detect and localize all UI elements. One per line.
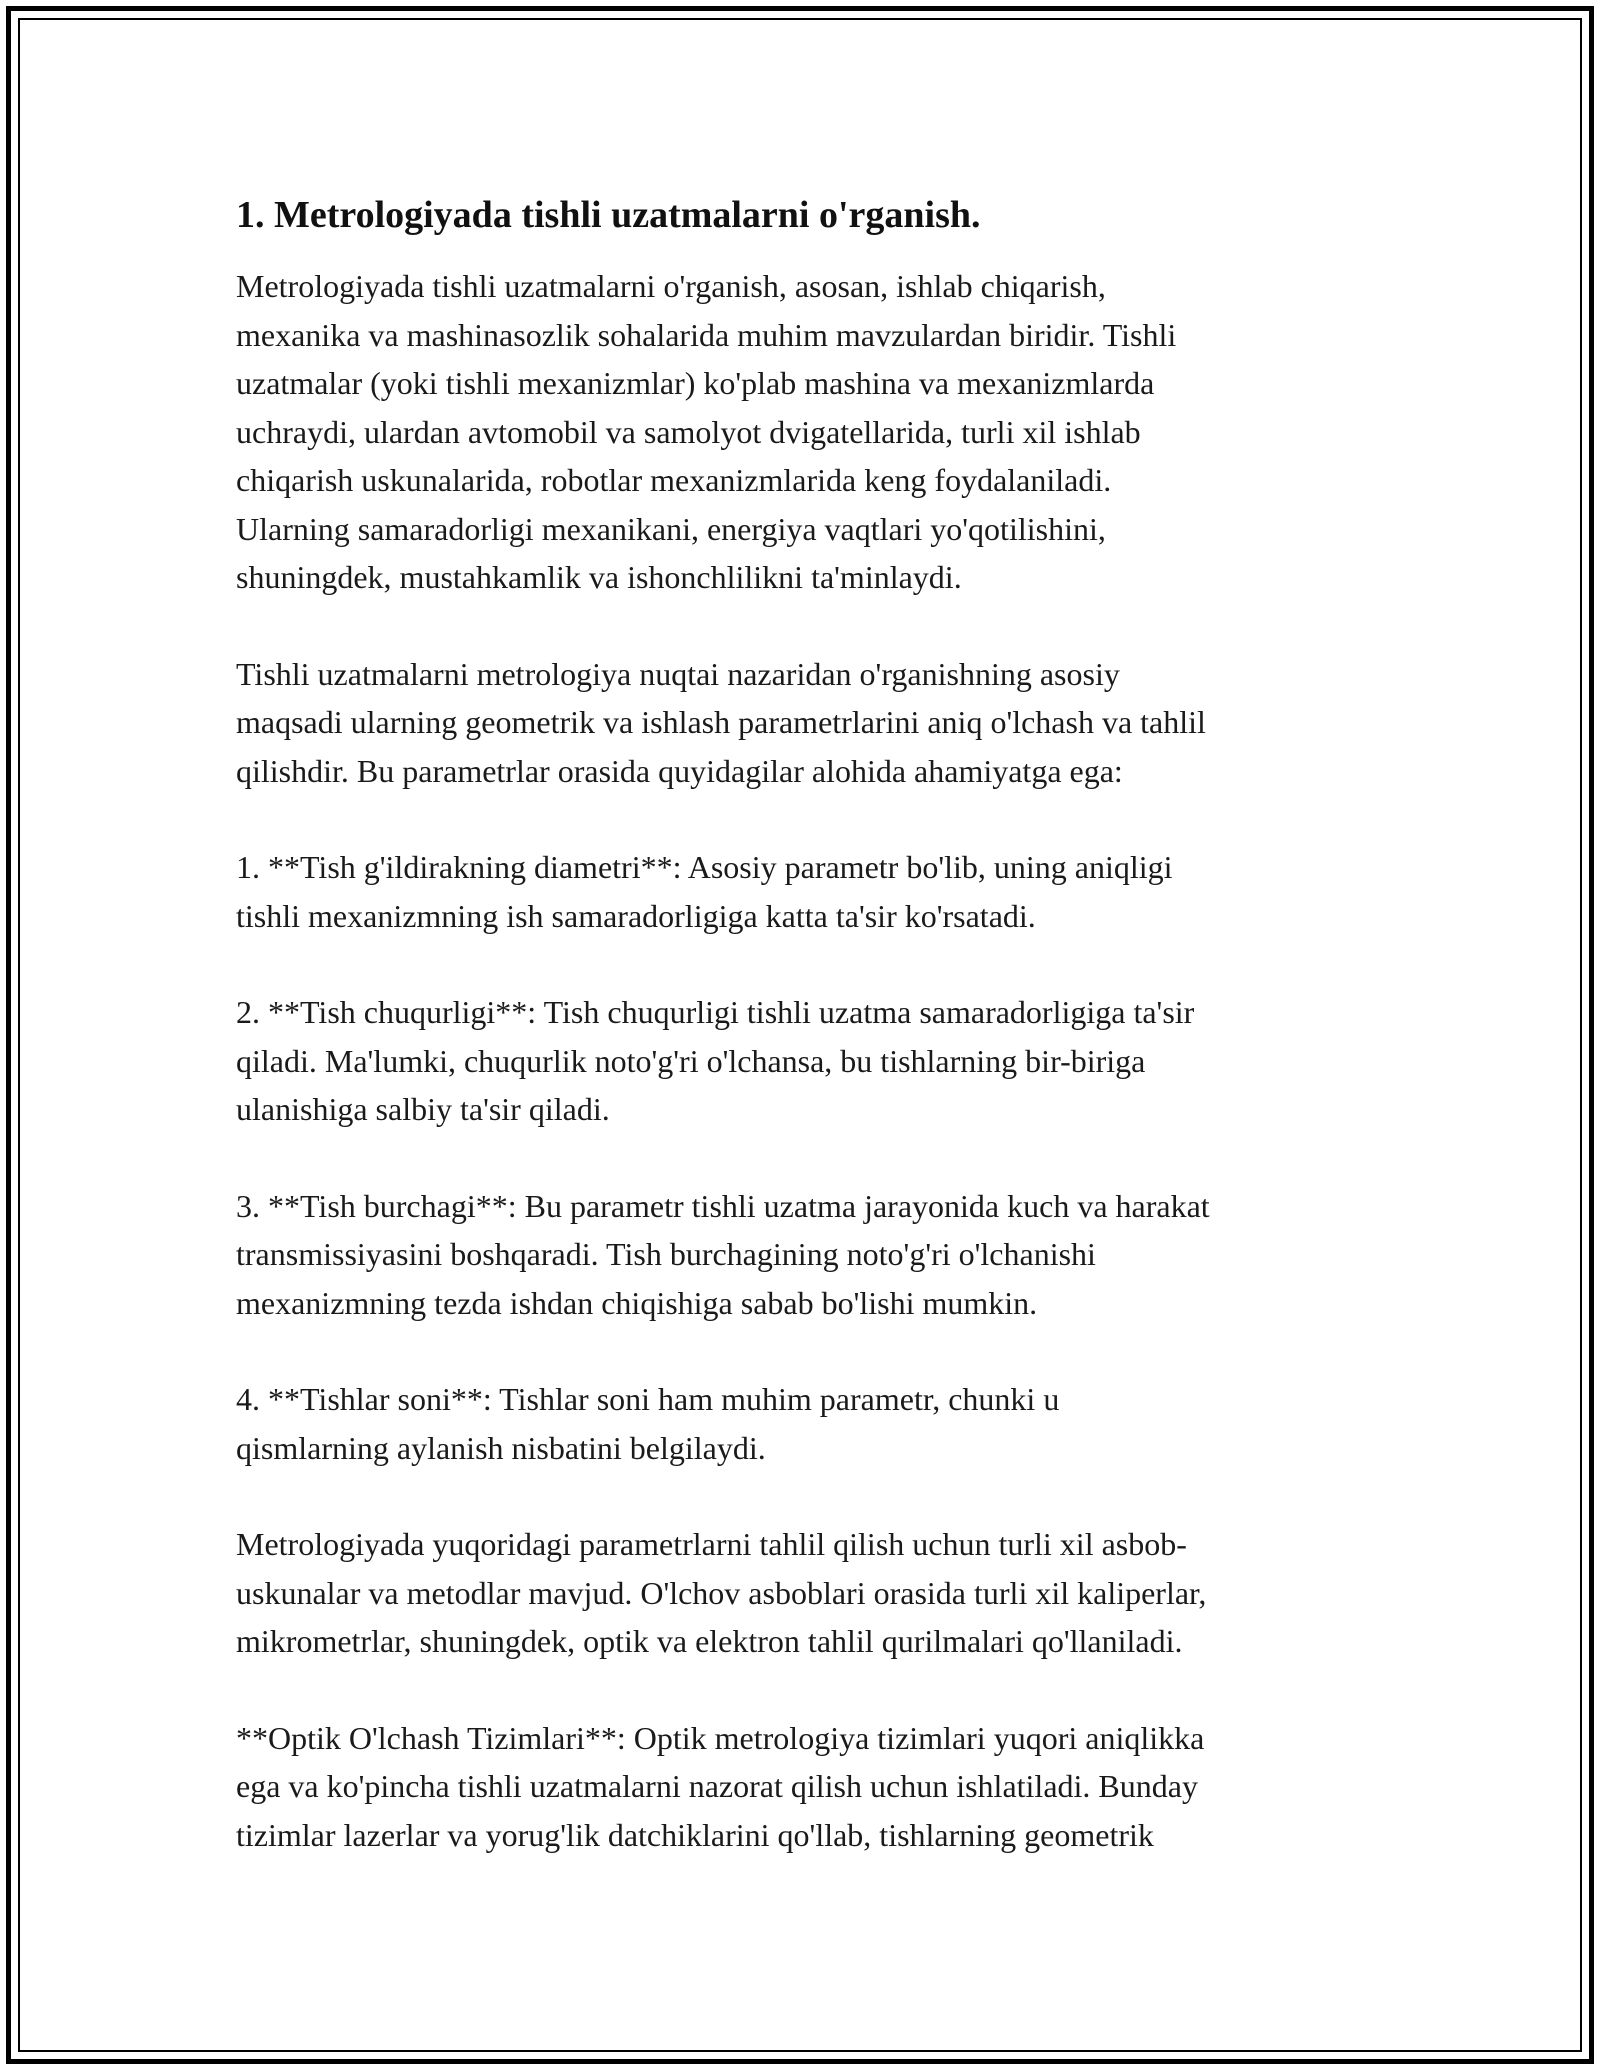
optical-systems-paragraph: **Optik O'lchash Tizimlari**: Optik metrologiya tizimlari yuqori aniqlikka ega va ko'pincha tishli uzatmalarni nazorat qilish uchun ishlatiladi. Bunday tizimlar lazerlar va yorug'lik datchiklarini qo'llab, tishlarning geometrik xyxy=(236,1719,1205,1853)
intro-paragraph: Metrologiyada tishli uzatmalarni o'rganish, asosan, ishlab chiqarish, mexanika va mashinasozlik sohalarida muhim mavzulardan biridir. Tishli uzatmalar (yoki tishli mexanizmlar) ko'plab mashina va mexanizmlarda uchraydi, ulardan avtomobil va samolyot dvigatellarida, turli xil ishlab chiqarish uskunalarida, robotlar mexanizmlarida keng foydalaniladi. Ularning samaradorligi mexanikani, energiya vaqtlari yo'qotilishini, shuningdek, mustahkamlik va ishonchlilikni ta'minlaydi. xyxy=(236,268,1177,595)
document-body xyxy=(236,186,1376,1859)
list-item-angle: 3. **Tish burchagi**: Bu parametr tishli uzatma jarayonida kuch va harakat transmissiyasini boshqaradi. Tish burchagining noto'g'ri o'lchanishi mexanizmning tezda ishdan chiqishiga sabab bo'lishi mumkin. xyxy=(236,1187,1210,1321)
list-item-tooth-count: 4. **Tishlar soni**: Tishlar soni ham muhim parametr, chunki u qismlarning aylanish nisbatini belgilaydi. xyxy=(236,1381,1060,1466)
list-item-diameter: 1. **Tish g'ildirakning diametri**: Asosiy parametr bo'lib, uning aniqligi tishli mexanizmning ish samaradorligiga katta ta'sir ko'rsatadi. xyxy=(236,849,1173,934)
instruments-paragraph: Metrologiyada yuqoridagi parametrlarni tahlil qilish uchun turli xil asbob- uskunalar va metodlar mavjud. O'lchov asboblari orasida turli xil kaliperlar, mikrometrlar, shuningdek, optik va elektron tahlil qurilmalari qo'llaniladi. xyxy=(236,1526,1207,1659)
document-heading: 1. Metrologiyada tishli uzatmalarni o'rganish. xyxy=(236,194,981,236)
list-item-depth: 2. **Tish chuqurligi**: Tish chuqurligi tishli uzatma samaradorligiga ta'sir qiladi. Ma'lumki, chuqurlik noto'g'ri o'lchansa, bu tishlarning bir-biriga ulanishiga salbiy ta'sir qiladi. xyxy=(236,994,1195,1127)
purpose-paragraph: Tishli uzatmalarni metrologiya nuqtai nazaridan o'rganishning asosiy maqsadi ularning geometrik va ishlash parametrlarini aniq o'lchash va tahlil qilishdir. Bu parametrlar orasida quyidagilar alohida ahamiyatga ega: xyxy=(236,655,1206,789)
